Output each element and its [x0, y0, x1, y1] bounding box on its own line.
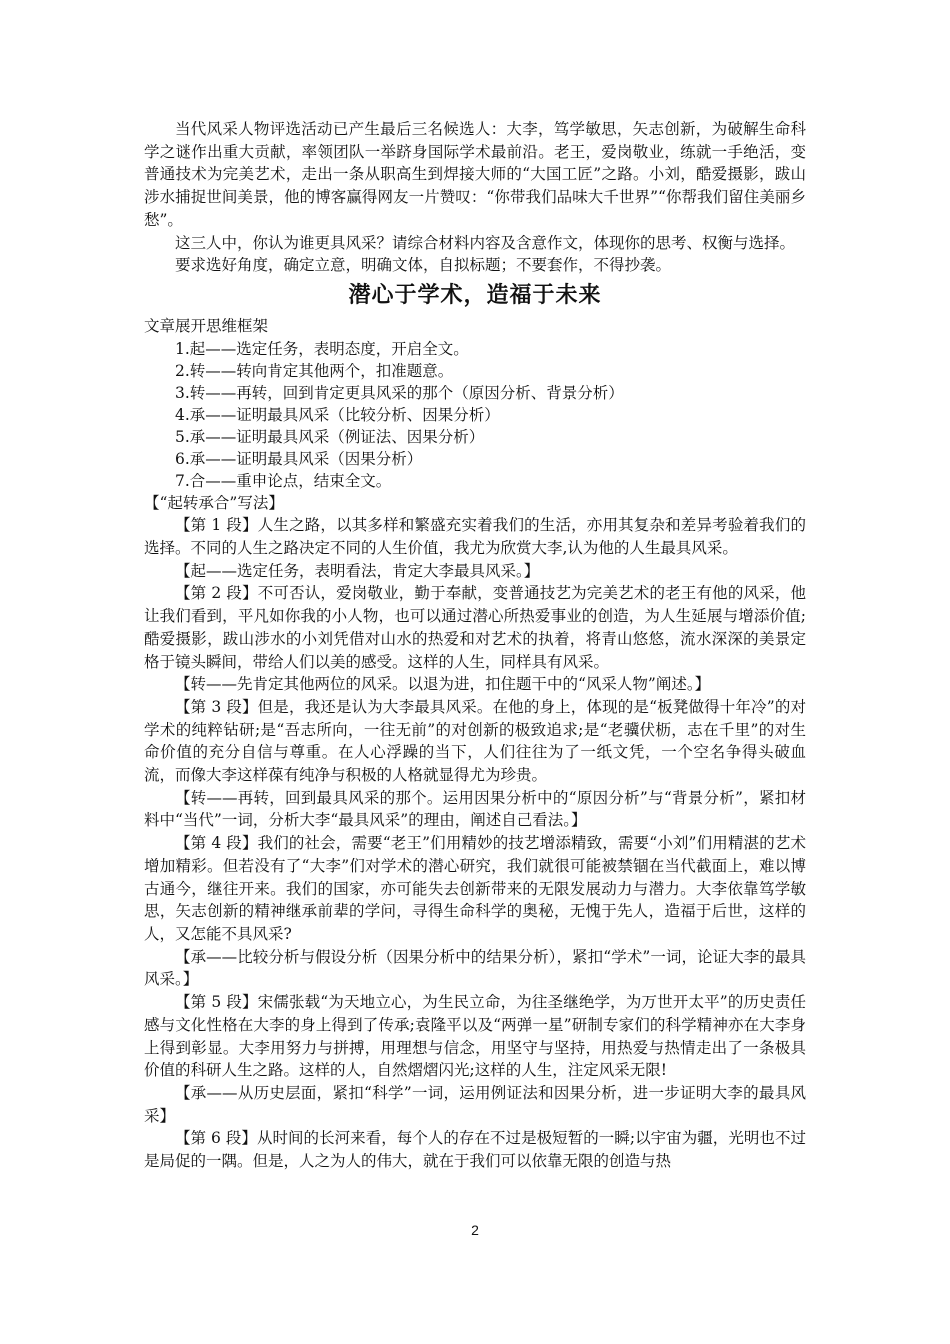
prompt-paragraph-1: 当代风采人物评选活动已产生最后三名候选人：大李，笃学敏思，矢志创新，为破解生命科学之谜作出重大贡献，率领团队一举跻身国际学术最前沿。老王，爱岗敬业，练就一手绝活，变普通技术为完美艺术，走出一条从职高生到焊接大师的“大国工匠”之路。小刘，酷爱摄影，跋山涉水捕捉世间美景，他的博客赢得网友一片赞叹：“你带我们品味大千世界”“你帮我们留住美丽乡愁”。	[144, 120, 806, 229]
prompt-paragraph-3: 要求选好角度，确定立意，明确文体，自拟标题；不要套作，不得抄袭。	[175, 256, 672, 275]
page-number: 2	[471, 1222, 479, 1238]
essay-paragraph-1: 【第 1 段】人生之路，以其多样和繁盛充实着我们的生活，亦用其复杂和差异考验着我们的选择。不同的人生之路决定不同的人生价值，我尤为欣赏大李,认为他的人生最具风采。	[144, 516, 806, 558]
annotation-3: 【转——再转，回到最具风采的那个。运用因果分析中的“原因分析”与“背景分析”，紧扣材料中“当代”一词，分析大李“最具风采”的理由，阐述自己看法。】	[144, 788, 806, 830]
framework-item: 7.合——重申论点，结束全文。	[175, 471, 392, 490]
framework-item: 3.转——再转，回到肯定更具风采的那个（原因分析、背景分析）	[175, 383, 624, 402]
annotation-4: 【承——比较分析与假设分析（因果分析中的结果分析），紧扣“学术”一词，论证大李的最具风采。】	[144, 947, 806, 989]
annotation-1: 【起——选定任务，表明看法，肯定大李最具风采。】	[175, 561, 540, 580]
essay-title: 潜心于学术，造福于未来	[348, 281, 602, 308]
framework-item: 1.起——选定任务，表明态度，开启全文。	[175, 339, 469, 358]
essay-paragraph-2: 【第 2 段】不可否认，爱岗敬业，勤于奉献，变普通技艺为完美艺术的老王有他的风采，他让我们看到，平凡如你我的小人物，也可以通过潜心所热爱事业的创造，为人生延展与增添价值;酷爱摄影，跋山涉水的小刘凭借对山水的热爱和对艺术的执着，将青山悠悠，流水深深的美景定格于镜头瞬间，带给人们以美的感受。这样的人生，同样具有风采。	[144, 584, 806, 671]
prompt-paragraph-2: 这三人中，你认为谁更具风采？请综合材料内容及含意作文，体现你的思考、权衡与选择。	[175, 233, 796, 252]
framework-heading: 文章展开思维框架	[144, 316, 269, 335]
essay-paragraph-3: 【第 3 段】但是，我还是认为大李最具风采。在他的身上，体现的是“板凳做得十年冷”的对学术的纯粹钻研;是“吾志所向，一往无前”的对创新的极致追求;是“老骥伏枥，志在千里”的对生命价值的充分自信与尊重。在人心浮躁的当下，人们往往为了一纸文凭，一个空名争得头破血流，而像大李这样葆有纯净与积极的人格就显得尤为珍贵。	[144, 697, 806, 785]
annotation-5: 【承——从历史层面，紧扣“科学”一词，运用例证法和因果分析，进一步证明大李的最具风采】	[144, 1083, 806, 1125]
essay-paragraph-6: 【第 6 段】从时间的长河来看，每个人的存在不过是极短暂的一瞬;以宇宙为疆，光明也不过是局促的一隅。但是，人之为人的伟大，就在于我们可以依靠无限的创造与热	[144, 1129, 806, 1171]
framework-item: 2.转——转向肯定其他两个，扣准题意。	[175, 361, 454, 380]
page-content	[144, 118, 806, 1173]
essay-paragraph-5: 【第 5 段】宋儒张载“为天地立心，为生民立命，为往圣继绝学，为万世开太平”的历史责任感与文化性格在大李的身上得到了传承;袁隆平以及“两弹一星”研制专家们的科学精神亦在大李身上得到彰显。大李用努力与拼搏，用理想与信念，用坚守与坚持，用热爱与热情走出了一条极具价值的科研人生之路。这样的人，自然熠熠闪光;这样的人生，注定风采无限!	[144, 993, 806, 1080]
framework-item: 6.承——证明最具风采（因果分析）	[175, 449, 423, 468]
framework-list	[144, 338, 806, 492]
framework-item: 4.承——证明最具风采（比较分析、因果分析）	[175, 405, 500, 424]
essay-paragraph-4: 【第 4 段】我们的社会，需要“老王”们用精妙的技艺增添精致，需要“小刘”们用精湛的艺术增加精彩。但若没有了“大李”们对学术的潜心研究，我们就很可能被禁锢在当代截面上，难以博古通今，继往开来。我们的国家，亦可能失去创新带来的无限发展动力与潜力。大李依靠笃学敏思，矢志创新的精神继承前辈的学问，寻得生命科学的奥秘，无愧于先人，造福于后世，这样的人，又怎能不具风采?	[144, 834, 806, 943]
annotation-2: 【转——先肯定其他两位的风采。以退为进，扣住题干中的“风采人物”阐述。】	[175, 675, 711, 694]
method-heading: 【“起转承合”写法】	[144, 493, 284, 512]
framework-item: 5.承——证明最具风采（例证法、因果分析）	[175, 427, 485, 446]
